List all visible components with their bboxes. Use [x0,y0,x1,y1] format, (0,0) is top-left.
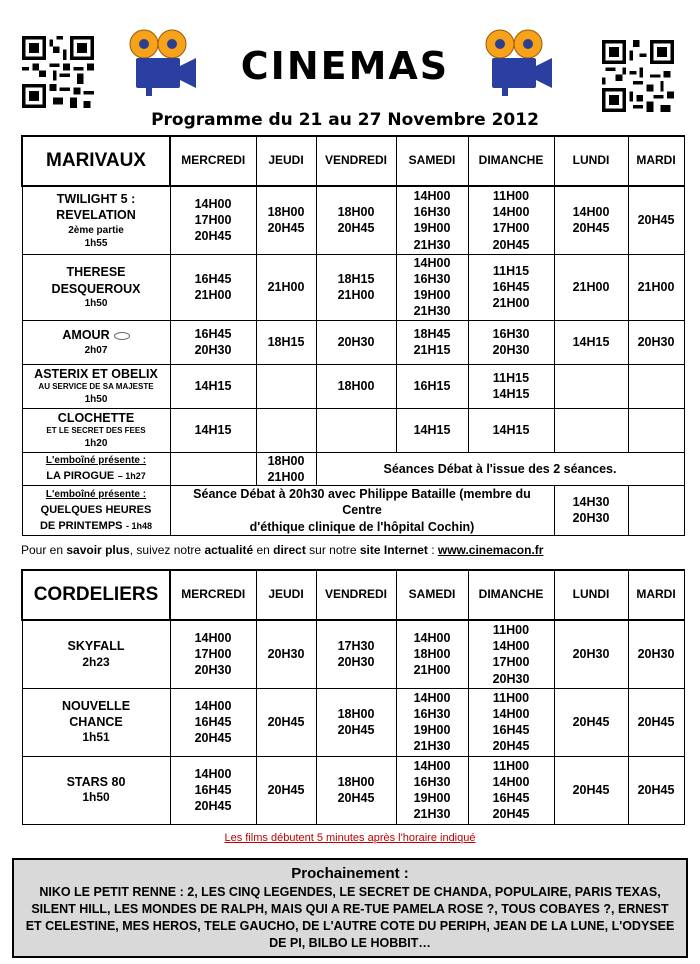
film-duration: 2h23 [82,654,110,669]
info-text: direct [273,543,306,557]
showtimes-cell: 14H15 [170,408,256,452]
film-title-cell [22,486,170,536]
qr-code-icon [602,40,674,112]
showtimes-cell: 18H15 21H00 [316,254,396,320]
day-header: MERCREDI [170,136,256,186]
showtimes-cell [170,452,256,486]
table-header-row [22,136,684,186]
showtimes-cell: 18H00 21H00 [256,452,316,486]
showtimes-cell: 18H45 21H15 [396,320,468,364]
film-title-cell [22,254,170,320]
day-header: SAMEDI [396,136,468,186]
cinema-name: MARIVAUX [22,136,170,186]
film-title-cell [22,452,170,486]
showtimes-cell: 21H00 [628,254,684,320]
showtimes-cell: 11H15 16H45 21H00 [468,254,554,320]
day-header: LUNDI [554,570,628,620]
showtimes-cell [316,408,396,452]
film-title: NOUVELLE [61,698,131,713]
showtimes-cell: 14H00 16H45 20H45 [170,688,256,756]
showtimes-cell: 20H45 [628,186,684,254]
info-text: , suivez notre [129,543,205,557]
website-link[interactable]: www.cinemacon.fr [437,543,544,557]
showtimes-cell: 20H30 [256,620,316,688]
table-row [22,452,684,486]
film-title-cell [22,364,170,408]
film-camera-icon [480,28,556,98]
film-title-cell [22,408,170,452]
marivaux-schedule-table [21,135,685,536]
showtimes-cell: 16H15 [396,364,468,408]
showtimes-cell: 14H15 [554,320,628,364]
table-row [22,620,684,688]
coming-soon-box [12,858,688,958]
table-row [22,408,684,452]
event-note: Séance Débat à 20h30 avec Philippe Bataille (membre du Centre d'éthique clinique de l'hôpital Cochin) [170,486,554,536]
info-text: Pour en [21,543,67,557]
palme-d-or-icon [114,332,130,340]
showtimes-cell [628,408,684,452]
info-text: site Internet [359,543,428,557]
showtimes-cell: 20H30 [316,320,396,364]
film-title: REVELATION [56,208,136,223]
day-header: JEUDI [256,136,316,186]
showtimes-cell: 16H45 20H30 [170,320,256,364]
day-header: MERCREDI [170,570,256,620]
showtimes-cell: 21H00 [256,254,316,320]
film-title: AMOUR [62,328,110,343]
film-duration: 1h51 [82,730,110,745]
film-title: SKYFALL [67,639,125,654]
special-label: L'emboîné présente : [45,455,147,467]
showtimes-cell [628,486,684,536]
table-row [22,254,684,320]
film-title-cell [22,620,170,688]
showtimes-cell [256,364,316,408]
film-title-cell [22,756,170,824]
day-header: VENDREDI [316,570,396,620]
day-header: LUNDI [554,136,628,186]
showtimes-cell: 14H00 16H30 19H00 21H30 [396,756,468,824]
showtimes-cell [628,364,684,408]
showtimes-cell: 20H45 [628,756,684,824]
showtimes-cell: 20H30 [554,620,628,688]
showtimes-cell: 14H00 17H00 20H30 [170,620,256,688]
info-text: en [253,543,274,557]
film-title-cell [22,320,170,364]
showtimes-cell: 16H45 21H00 [170,254,256,320]
film-title-cell [22,688,170,756]
film-title: CHANCE [69,715,123,730]
start-time-warning: Les films débutent 5 minutes après l'horaire indiqué [224,832,476,844]
showtimes-cell [554,408,628,452]
info-text: actualité [204,543,254,557]
day-header: VENDREDI [316,136,396,186]
showtimes-cell: 11H00 14H00 16H45 20H45 [468,688,554,756]
day-header: SAMEDI [396,570,468,620]
day-header: MARDI [628,570,684,620]
showtimes-cell: 14H00 17H00 20H45 [170,186,256,254]
showtimes-cell: 18H00 20H45 [256,186,316,254]
film-duration: 1h55 [84,237,108,249]
coming-soon-list: NIKO LE PETIT RENNE : 2, LES CINQ LEGENDES, LE SECRET DE CHANDA, POPULAIRE, PARIS TEXAS, SILENT HILL, LES MONDES DE RALPH, MAIS QUI A RE-TUE PAMELA ROSE ?, TOUS COBAYES ?, ERNEST ET CELESTINE, MES HEROS, TELE GAUCHO, DE L'AUTRE COTE DU PERIPH, JEAN DE LA LUNE, L'ODYSEE DE PI, BILBO LE HOBBIT… [25,885,675,950]
qr-code-icon [22,36,94,108]
programme-dates: Programme du 21 au 27 Novembre 2012 [151,110,539,130]
showtimes-cell: 18H00 20H45 [316,688,396,756]
film-title: DE PRINTEMPS [39,519,123,532]
day-header: JEUDI [256,570,316,620]
film-duration: 1h50 [82,790,110,805]
film-title: STARS 80 [66,775,126,790]
showtimes-cell [554,364,628,408]
film-title: TWILIGHT 5 : [56,192,136,206]
film-title: LA PIROGUE [46,470,115,483]
showtimes-cell: 14H00 18H00 21H00 [396,620,468,688]
info-text: sur notre [305,543,360,557]
showtimes-cell: 11H00 14H00 17H00 20H45 [468,186,554,254]
showtimes-cell: 18H00 20H45 [316,186,396,254]
film-duration: – 1h27 [117,471,146,482]
info-text: savoir plus [66,543,130,557]
table-header-row [22,570,684,620]
event-note: Séances Débat à l'issue des 2 séances. [316,452,684,486]
table-row [22,486,684,536]
showtimes-cell: 14H00 16H45 20H45 [170,756,256,824]
cordeliers-schedule-table [21,569,685,825]
info-text: : [427,543,438,557]
table-row [22,364,684,408]
showtimes-cell: 21H00 [554,254,628,320]
showtimes-cell: 20H30 [628,320,684,364]
film-duration: 1h50 [84,297,108,309]
page-title: CINEMAS [240,44,450,88]
showtimes-cell: 20H45 [256,688,316,756]
showtimes-cell: 14H30 20H30 [554,486,628,536]
coming-soon-heading: Prochainement : [291,865,409,882]
showtimes-cell: 18H00 [316,364,396,408]
film-duration: 2h07 [84,344,108,356]
special-label: L'emboîné présente : [45,488,147,500]
film-title: ASTERIX ET OBELIX [34,367,158,382]
cinema-name: CORDELIERS [22,570,170,620]
showtimes-cell: 18H15 [256,320,316,364]
film-title: QUELQUES HEURES [40,503,152,516]
showtimes-cell: 20H30 [628,620,684,688]
film-camera-icon [124,28,200,98]
film-title-cell [22,186,170,254]
showtimes-cell: 17H30 20H30 [316,620,396,688]
showtimes-cell [256,408,316,452]
film-title: DESQUEROUX [51,281,141,296]
showtimes-cell: 20H45 [554,756,628,824]
day-header: MARDI [628,136,684,186]
showtimes-cell: 14H15 [468,408,554,452]
showtimes-cell: 20H45 [628,688,684,756]
film-title: CLOCHETTE [57,411,135,426]
film-duration: - 1h48 [125,520,152,531]
showtimes-cell: 14H00 16H30 19H00 21H30 [396,254,468,320]
table-row [22,186,684,254]
showtimes-cell: 14H15 [170,364,256,408]
showtimes-cell: 14H00 16H30 19H00 21H30 [396,688,468,756]
film-title: THERESE [66,265,126,280]
day-header: DIMANCHE [468,136,554,186]
showtimes-cell: 11H00 14H00 17H00 20H30 [468,620,554,688]
showtimes-cell: 14H15 [396,408,468,452]
film-duration: 1h50 [84,393,108,405]
showtimes-cell: 18H00 20H45 [316,756,396,824]
day-header: DIMANCHE [468,570,554,620]
showtimes-cell: 16H30 20H30 [468,320,554,364]
film-subtitle: ET LE SECRET DES FEES [46,426,146,436]
info-line [21,543,683,557]
showtimes-cell: 20H45 [554,688,628,756]
showtimes-cell: 14H00 16H30 19H00 21H30 [396,186,468,254]
table-row [22,320,684,364]
table-row [22,688,684,756]
film-subtitle: 2ème partie [68,224,124,236]
showtimes-cell: 14H00 20H45 [554,186,628,254]
showtimes-cell: 11H15 14H15 [468,364,554,408]
showtimes-cell: 20H45 [256,756,316,824]
showtimes-cell: 11H00 14H00 16H45 20H45 [468,756,554,824]
table-row [22,756,684,824]
film-duration: 1h20 [84,437,108,449]
film-subtitle: AU SERVICE DE SA MAJESTE [38,382,154,392]
